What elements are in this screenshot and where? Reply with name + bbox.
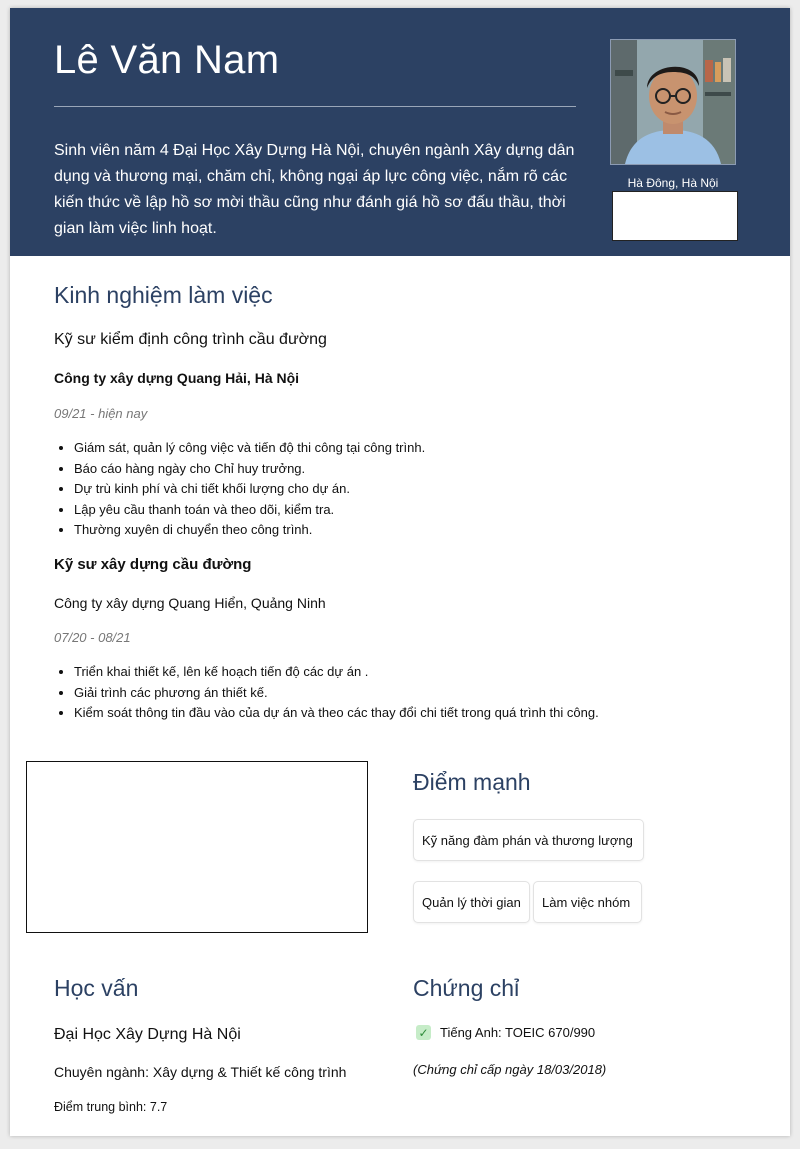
list-item: • Giải trình các phương án thiết kế. (74, 683, 774, 704)
redacted-contact-box (612, 191, 738, 241)
education-heading: Học vấn (54, 975, 139, 1001)
candidate-summary: Sinh viên năm 4 Đại Học Xây Dựng Hà Nội, chuyên ngành Xây dựng dân dụng và thương mại, chăm chỉ, không ngại áp lực công việc, nắm rõ các kiến thức về lập hồ sơ mời thầu cũng như đánh giá hồ sơ đấu thầu, thời gian làm việc linh hoạt. (54, 142, 575, 237)
strength-tag: Quản lý thời gian (413, 881, 530, 923)
list-item: • Lập yêu cầu thanh toán và theo dõi, kiểm tra. (74, 500, 774, 521)
list-item: • Kiểm soát thông tin đầu vào của dự án và theo các thay đổi chi tiết trong quá trình thi công. (74, 703, 774, 724)
profile-photo-image (611, 40, 735, 164)
certificates-heading: Chứng chỉ (413, 975, 520, 1001)
job-date: 09/21 - hiện nay (54, 406, 148, 421)
education-gpa: Điểm trung bình: 7.7 (54, 1100, 168, 1114)
list-item: • Báo cáo hàng ngày cho Chỉ huy trưởng. (74, 459, 774, 480)
redacted-box (26, 761, 368, 933)
experience-heading: Kinh nghiệm làm việc (54, 282, 273, 308)
job-title: Kỹ sư kiểm định công trình cầu đường (54, 331, 327, 348)
check-icon: ✓ (416, 1025, 431, 1040)
candidate-location: Hà Đông, Hà Nội (627, 176, 719, 190)
job-title: Kỹ sư xây dựng cầu đường (54, 556, 252, 573)
candidate-name: Lê Văn Nam (54, 38, 280, 82)
job-duties-list (54, 662, 774, 724)
certificate-item (416, 1025, 595, 1040)
list-item: • Thường xuyên di chuyển theo công trình. (74, 520, 774, 541)
job-duties-list (54, 438, 774, 541)
strengths-heading: Điểm mạnh (413, 769, 531, 795)
profile-photo (610, 39, 736, 165)
cv-header (10, 8, 790, 256)
strength-tag: Kỹ năng đàm phán và thương lượng (413, 819, 644, 861)
list-item: • Giám sát, quản lý công việc và tiến độ thi công tại công trình. (74, 438, 774, 459)
certificate-note: (Chứng chỉ cấp ngày 18/03/2018) (413, 1062, 607, 1077)
education-school: Đại Học Xây Dựng Hà Nội (54, 1026, 241, 1043)
job-date: 07/20 - 08/21 (54, 630, 131, 645)
cv-page (10, 8, 790, 1136)
education-major: Chuyên ngành: Xây dựng & Thiết kế công trình (54, 1064, 347, 1080)
job-company: Công ty xây dựng Quang Hải, Hà Nội (54, 370, 300, 386)
certificate-label: Tiếng Anh: TOEIC 670/990 (440, 1025, 596, 1040)
list-item: • Triển khai thiết kế, lên kế hoạch tiến độ các dự án . (74, 662, 774, 683)
list-item: • Dự trù kinh phí và chi tiết khối lượng cho dự án. (74, 479, 774, 500)
strength-tag: Làm việc nhóm (533, 881, 642, 923)
job-company: Công ty xây dựng Quang Hiển, Quảng Ninh (54, 595, 326, 611)
header-divider (54, 106, 576, 107)
